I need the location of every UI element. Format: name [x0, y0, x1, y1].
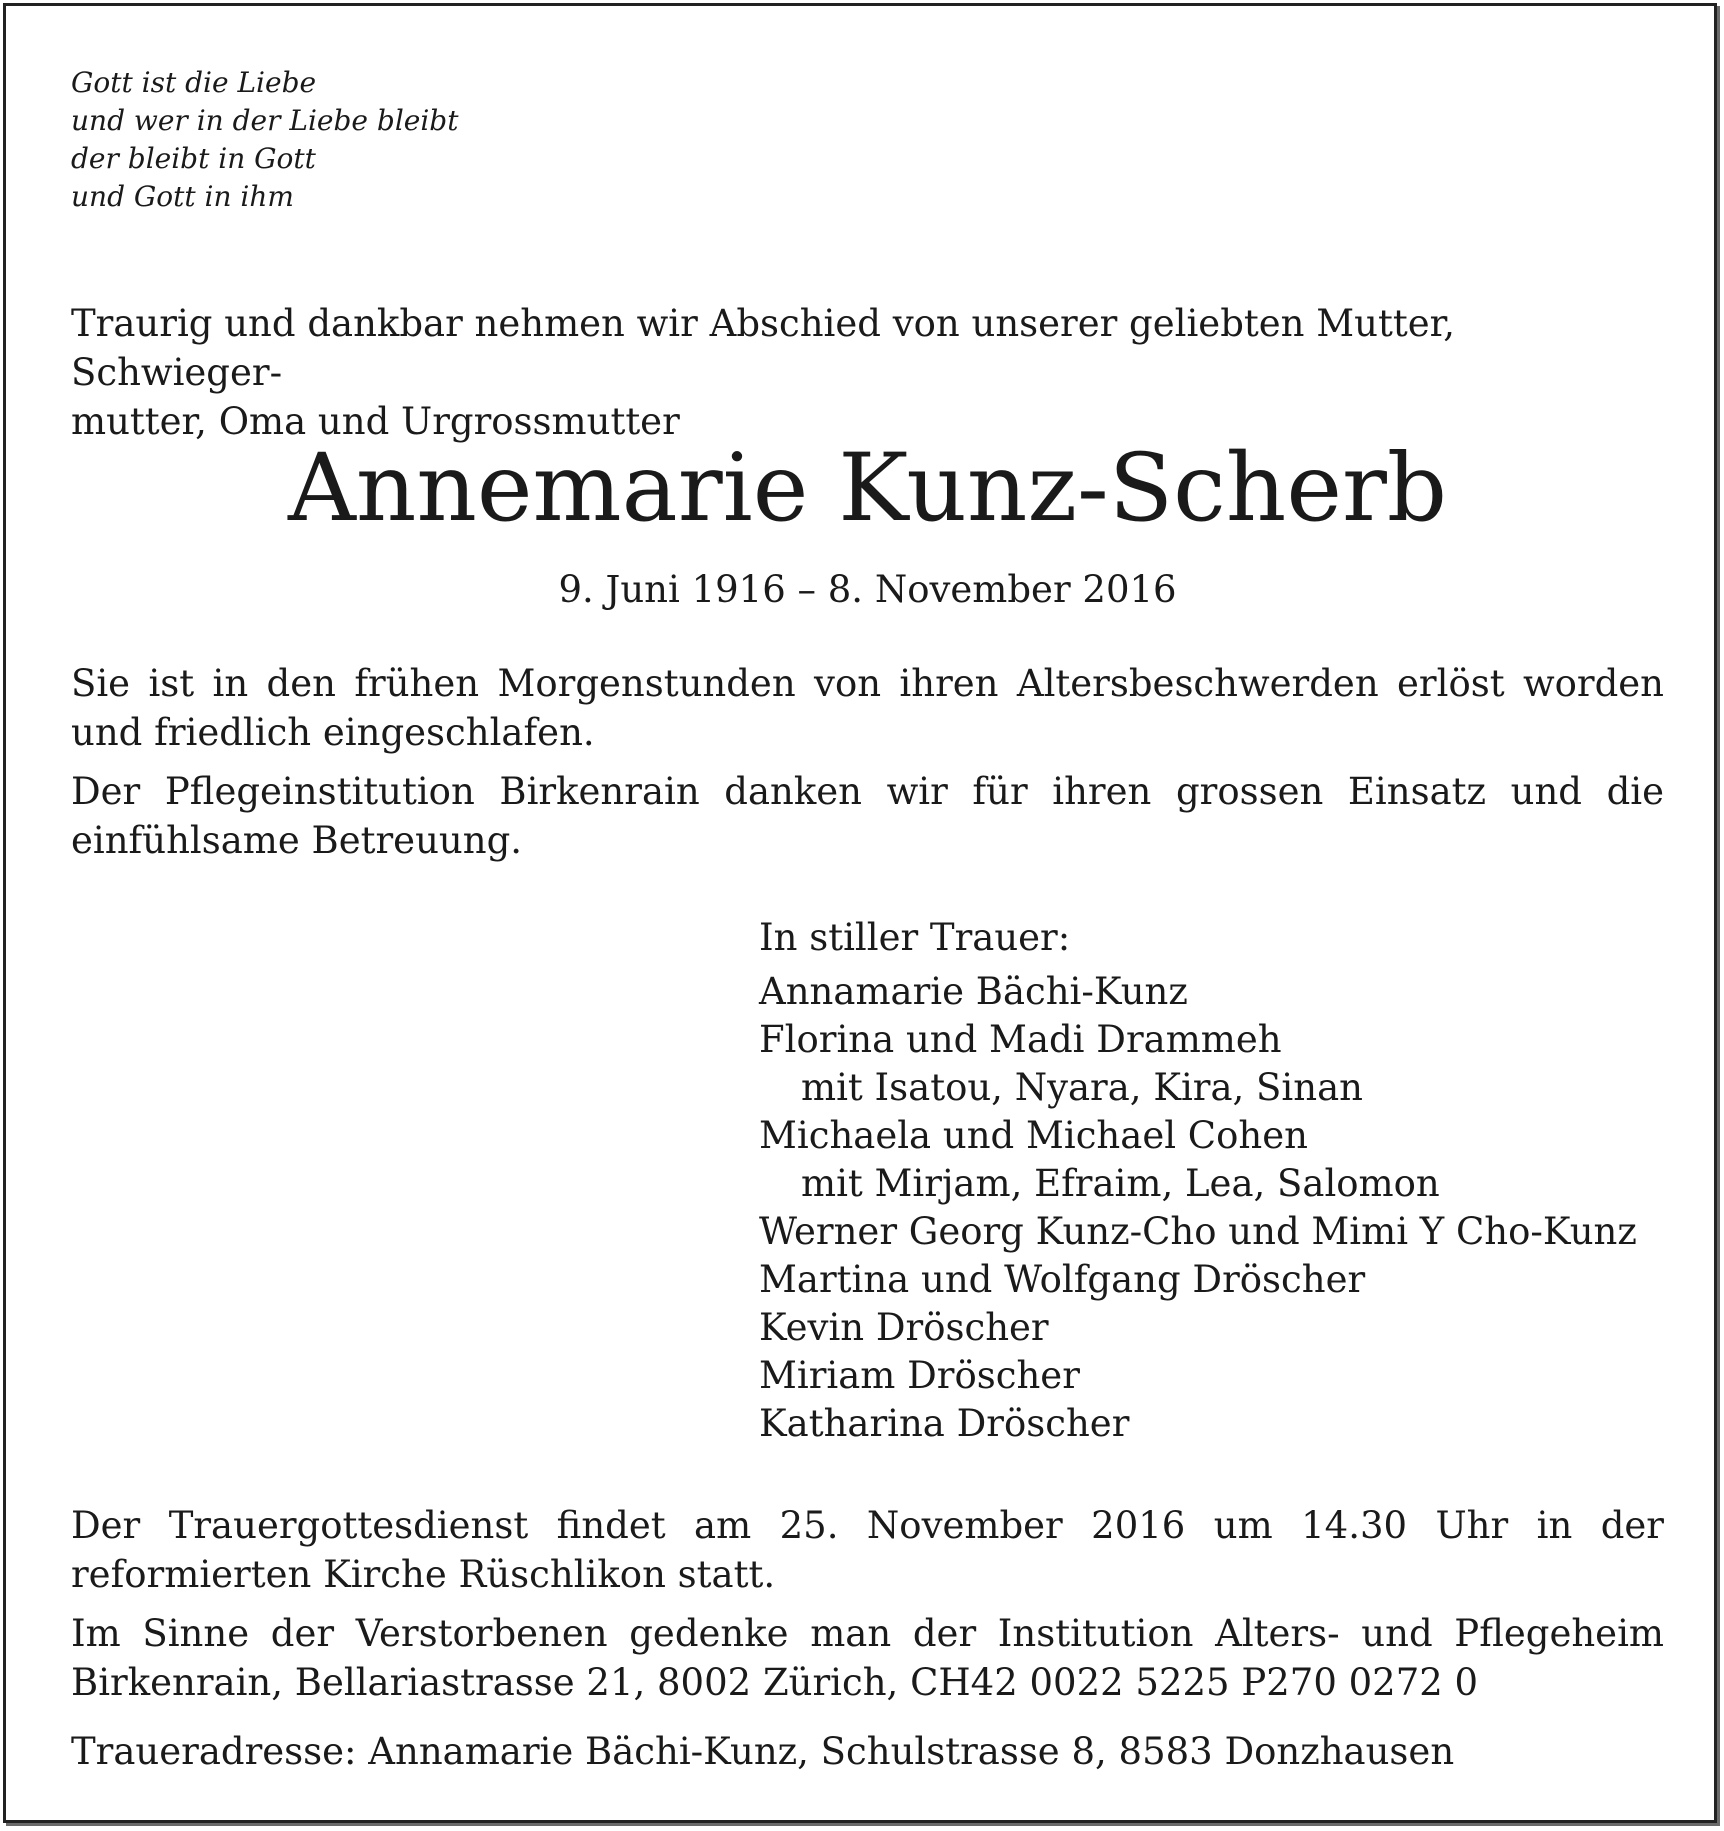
service-text-2: Kirche Rüschlikon statt.: [323, 1553, 776, 1596]
passing-text-2: friedlich eingeschlafen.: [154, 711, 595, 754]
intro-paragraph: [71, 299, 1664, 446]
life-dates: 9. Juni 1916 – 8. November 2016: [558, 568, 1177, 611]
mourner-row: Michaela und Michael Cohen: [759, 1114, 1308, 1157]
verse-line: und Gott in ihm: [71, 180, 294, 213]
mourning-address: Traueradresse: Annamarie Bächi-Kunz, Schulstrasse 8, 8583 Donzhausen: [71, 1730, 1455, 1773]
donation-paragraph: [71, 1609, 1664, 1707]
obituary-notice: [3, 3, 1717, 1823]
mourner-row: Katharina Dröscher: [759, 1402, 1130, 1445]
intro-line: mutter, Oma und Urgrossmutter: [71, 400, 680, 443]
mourner-row: Martina und Wolfgang Dröscher: [759, 1258, 1366, 1301]
mourners-list: [759, 914, 1637, 1448]
thanks-paragraph: [71, 767, 1664, 865]
mourners-label: In stiller Trauer:: [759, 916, 1071, 959]
service-paragraph: [71, 1501, 1664, 1599]
passing-paragraph: [71, 659, 1664, 757]
verse-line: Gott ist die Liebe: [71, 66, 317, 99]
thanks-text-2: einfühlsame Betreuung.: [71, 819, 523, 862]
mourner-children-row: mit Isatou, Nyara, Kira, Sinan: [801, 1066, 1363, 1109]
mourner-row: Kevin Dröscher: [759, 1306, 1049, 1349]
verse-line: der bleibt in Gott: [71, 142, 316, 175]
deceased-name: Annemarie Kunz-Scherb: [287, 434, 1448, 543]
passing-text-1: Sie ist in den frühen Morgenstunden von ihren Altersbeschwerden erlöst worden und: [71, 662, 1664, 754]
verse-line: und wer in der Liebe bleibt: [71, 104, 459, 137]
service-text-1: Der Trauergottesdienst findet am 25. November 2016 um 14.30 Uhr in der reformierten: [71, 1504, 1664, 1596]
donation-text-1: Im Sinne der Verstorbenen gedenke man der Institution Alters- und Pflegeheim: [71, 1612, 1664, 1655]
donation-text-2: Birkenrain, Bellariastrasse 21, 8002 Zürich, CH42 0022 5225 P270 0272 0: [71, 1661, 1479, 1704]
bible-verse: [71, 64, 458, 216]
mourner-row: Florina und Madi Drammeh: [759, 1018, 1282, 1061]
mourner-children-row: mit Mirjam, Efraim, Lea, Salomon: [801, 1162, 1440, 1205]
intro-line: Traurig und dankbar nehmen wir Abschied von unserer geliebten Mutter, Schwieger-: [71, 302, 1455, 394]
mourner-row: Annamarie Bächi-Kunz: [759, 970, 1188, 1013]
thanks-text-1: Der Pflegeinstitution Birkenrain danken wir für ihren grossen Einsatz und die: [71, 770, 1664, 813]
mourner-row: Miriam Dröscher: [759, 1354, 1080, 1397]
mourner-row: Werner Georg Kunz-Cho und Mimi Y Cho-Kunz: [759, 1210, 1637, 1253]
